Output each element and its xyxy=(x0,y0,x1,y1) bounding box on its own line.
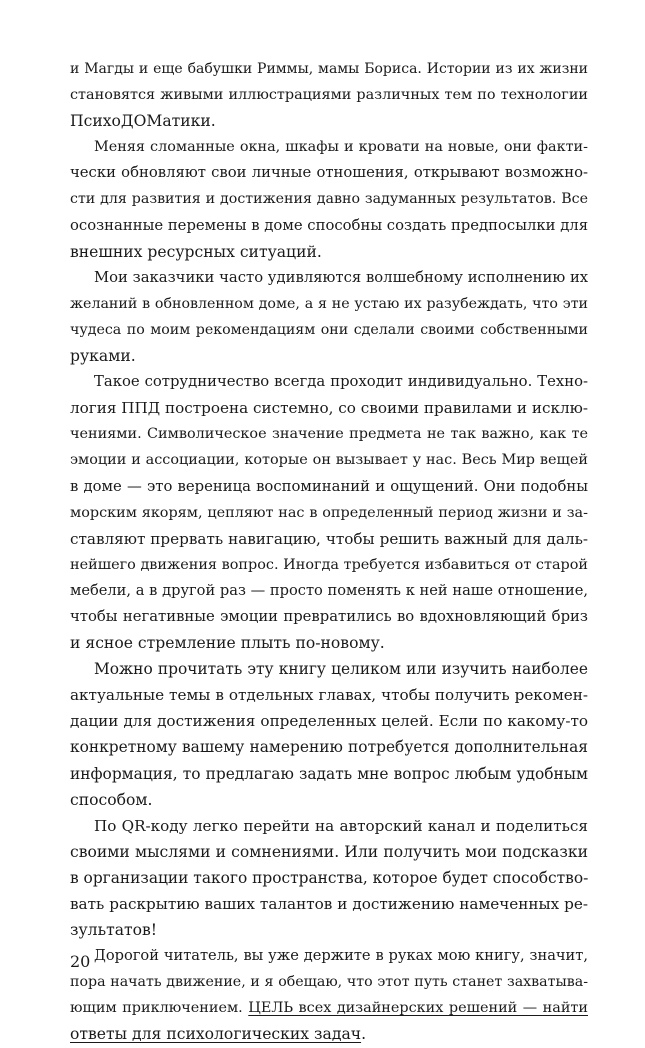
text-line: Меняя сломанные окна, шкафы и кровати на новые, они факти- xyxy=(94,139,588,156)
text-line: ПсихоДОМатики. xyxy=(70,112,216,131)
book-page-text xyxy=(70,56,588,1048)
text-line: зультатов! xyxy=(70,921,158,940)
text-line: становятся живыми иллюстрациями различных тем по технологии xyxy=(70,87,588,104)
plain-text: ющим приключением. xyxy=(70,1000,249,1017)
underlined-text: ответы для психологических задач xyxy=(70,1025,362,1044)
text-line: Мои заказчики часто удивляются волшебному исполнению их xyxy=(94,268,589,286)
text-line: желаний в обновленном доме, а я не устаю их разубеждать, что эти xyxy=(70,295,588,312)
text-line: морским якорям, цепляют нас в определенный период жизни и за- xyxy=(70,504,588,521)
text-line: Такое сотрудничество всегда проходит индивидуально. Техно- xyxy=(94,373,588,391)
text-line: информация, то предлагаю задать мне вопрос любым удобным xyxy=(70,764,588,783)
text-line: вать раскрытию ваших талантов и достижению намеченных ре- xyxy=(70,895,588,913)
text-line: чески обновляют свои личные отношения, открывают возможно- xyxy=(70,164,588,182)
text-line: в организации такого пространства, которое будет способство- xyxy=(70,868,589,887)
text-line: ставляют прервать навигацию, чтобы решить важный для даль- xyxy=(70,529,588,548)
text-line: актуальные темы в отдельных главах, чтобы получить рекомен- xyxy=(70,686,588,705)
text-line: способом. xyxy=(70,790,153,809)
text-line: логия ППД построена системно, со своими правилами и исклю- xyxy=(70,399,588,418)
paragraph xyxy=(70,813,588,943)
text-line: сти для развития и достижения давно задуманных результатов. Все xyxy=(70,191,588,208)
paragraph xyxy=(70,134,588,264)
underlined-text: ЦЕЛЬ всех дизайнерских решений — найти xyxy=(248,1000,588,1017)
text-line: в доме — это вереница воспоминаний и ощущений. Они подобны xyxy=(70,477,588,495)
text-line: чтобы негативные эмоции превратились во вдохновляющий бриз xyxy=(70,607,588,625)
text-line: дации для достижения определенных целей. Если по какому-то xyxy=(70,712,588,731)
paragraph xyxy=(70,369,588,656)
text-line: чудеса по моим рекомендациям они сделали своими собственными xyxy=(70,321,588,338)
text-line-with-underline xyxy=(70,1021,588,1047)
text-line-with-underline xyxy=(70,995,588,1021)
text-line: конкретному вашему намерению потребуется дополнительная xyxy=(70,738,588,757)
paragraph xyxy=(70,56,588,134)
text-line: мебели, а в другой раз — просто поменять к ней наше отношение, xyxy=(70,581,588,599)
text-line: пора начать движение, и я обещаю, что этот путь станет захватыва- xyxy=(70,974,588,991)
text-line: и ясное стремление плыть по-новому. xyxy=(70,634,385,653)
paragraph xyxy=(70,265,588,369)
text-line: Дорогой читатель, вы уже держите в руках мою книгу, значит, xyxy=(94,947,588,965)
text-line: Можно прочитать эту книгу целиком или изучить наиболее xyxy=(94,660,588,679)
text-line: чениями. Символическое значение предмета не так важно, как те xyxy=(70,426,588,443)
text-line: и Магды и еще бабушки Риммы, мамы Бориса. Истории из их жизни xyxy=(70,61,588,77)
text-line: нейшего движения вопрос. Иногда требуется избавиться от старой xyxy=(70,556,588,573)
paragraph xyxy=(70,943,588,1047)
text-line: эмоции и ассоциации, которые он вызывает у нас. Весь Мир вещей xyxy=(70,452,588,469)
text-line: внешних ресурсных ситуаций. xyxy=(70,242,322,261)
page-number: 20 xyxy=(70,952,91,971)
plain-text: . xyxy=(361,1025,367,1044)
paragraph xyxy=(70,656,588,813)
text-line: По QR-коду легко перейти на авторский канал и поделиться xyxy=(94,816,588,835)
text-line: руками. xyxy=(70,347,136,366)
text-line: осознанные перемены в доме способны создать предпосылки для xyxy=(70,216,589,234)
text-line: своими мыслями и сомнениями. Или получить мои подсказки xyxy=(70,842,588,861)
